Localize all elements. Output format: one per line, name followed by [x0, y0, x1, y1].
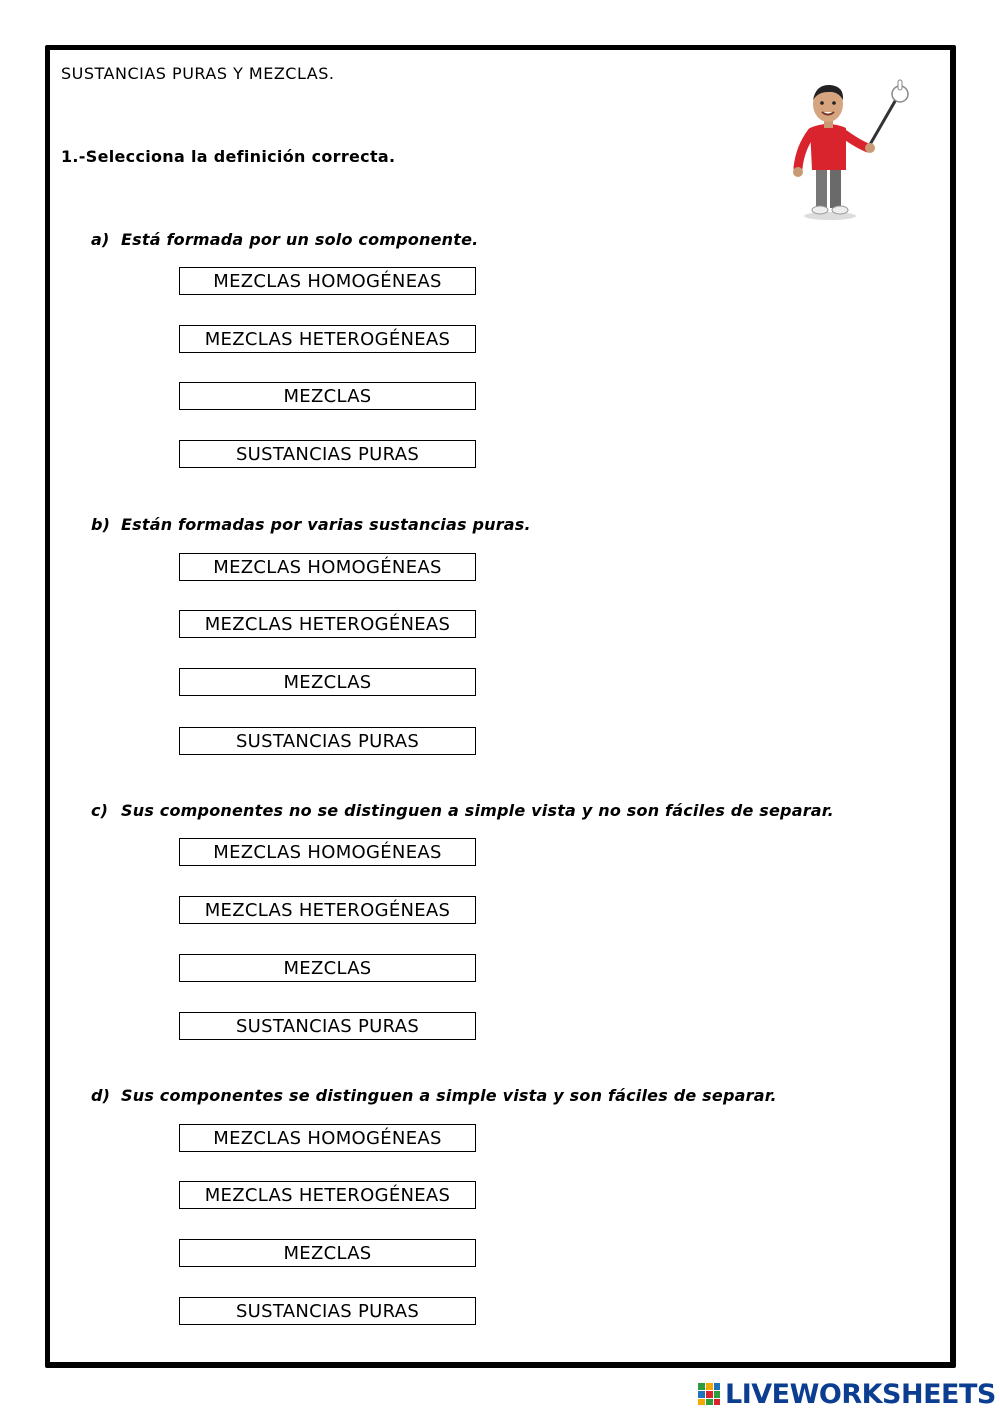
option-mezclas-heterogeneas[interactable]: MEZCLAS HETEROGÉNEAS — [179, 896, 476, 924]
option-mezclas[interactable]: MEZCLAS — [179, 954, 476, 982]
worksheet-instruction: 1.-Selecciona la definición correcta. — [61, 147, 396, 166]
option-mezclas-homogeneas[interactable]: MEZCLAS HOMOGÉNEAS — [179, 553, 476, 581]
option-sustancias-puras[interactable]: SUSTANCIAS PURAS — [179, 1297, 476, 1325]
option-mezclas-homogeneas[interactable]: MEZCLAS HOMOGÉNEAS — [179, 1124, 476, 1152]
question-letter: c) — [91, 801, 109, 820]
liveworksheets-logo-icon — [697, 1382, 721, 1406]
option-mezclas[interactable]: MEZCLAS — [179, 382, 476, 410]
question-a-text — [91, 230, 478, 249]
option-mezclas-heterogeneas[interactable]: MEZCLAS HETEROGÉNEAS — [179, 325, 476, 353]
teacher-avatar-icon — [788, 78, 918, 223]
option-sustancias-puras[interactable]: SUSTANCIAS PURAS — [179, 1012, 476, 1040]
liveworksheets-brand[interactable] — [697, 1378, 996, 1410]
option-mezclas-homogeneas[interactable]: MEZCLAS HOMOGÉNEAS — [179, 267, 476, 295]
question-letter: a) — [91, 230, 110, 249]
option-mezclas[interactable]: MEZCLAS — [179, 1239, 476, 1267]
worksheet-title: SUSTANCIAS PURAS Y MEZCLAS. — [61, 64, 335, 83]
question-b-text — [91, 515, 531, 534]
option-sustancias-puras[interactable]: SUSTANCIAS PURAS — [179, 440, 476, 468]
question-d-text — [91, 1086, 777, 1105]
brand-name: LIVEWORKSHEETS — [725, 1378, 996, 1410]
question-statement: Sus componentes no se distinguen a simple vista y no son fáciles de separar. — [121, 801, 834, 820]
option-mezclas-homogeneas[interactable]: MEZCLAS HOMOGÉNEAS — [179, 838, 476, 866]
question-statement: Sus componentes se distinguen a simple vista y son fáciles de separar. — [121, 1086, 777, 1105]
question-letter: b) — [91, 515, 111, 534]
option-mezclas[interactable]: MEZCLAS — [179, 668, 476, 696]
question-letter: d) — [91, 1086, 111, 1105]
option-mezclas-heterogeneas[interactable]: MEZCLAS HETEROGÉNEAS — [179, 1181, 476, 1209]
question-c-text — [91, 801, 834, 820]
question-statement: Están formadas por varias sustancias puras. — [121, 515, 531, 534]
option-sustancias-puras[interactable]: SUSTANCIAS PURAS — [179, 727, 476, 755]
option-mezclas-heterogeneas[interactable]: MEZCLAS HETEROGÉNEAS — [179, 610, 476, 638]
question-statement: Está formada por un solo componente. — [121, 230, 479, 249]
